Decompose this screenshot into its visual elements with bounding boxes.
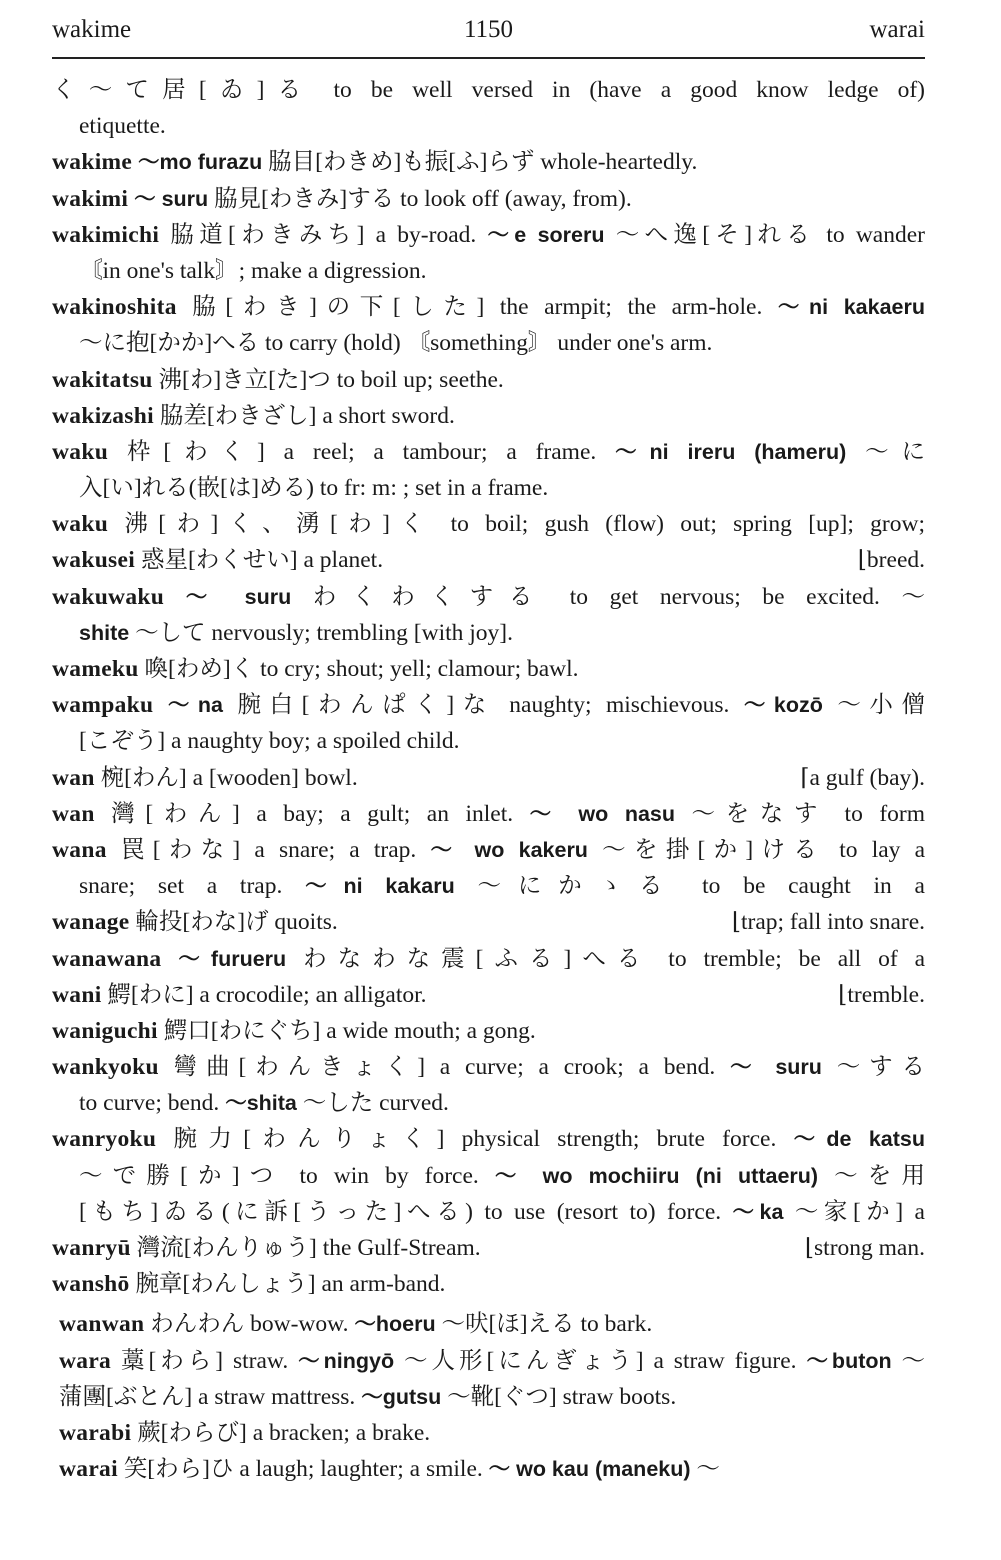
entry-text: 罠[わな] a snare; a trap. — [106, 836, 431, 863]
entry-text: 椀[わん] a [wooden] bowl. — [94, 764, 358, 791]
entry-text: 輪投[わな]げ quoits. — [129, 909, 338, 936]
entry-text: 脇[わき]の下[した] the armpit; the arm-hole. — [176, 294, 778, 321]
entry-text: 〜で勝[か]つ to win by force. — [79, 1162, 495, 1189]
entry-text: 腕力[わんりょく] physical strength; brute force. — [156, 1126, 794, 1153]
entry-text: 彎曲[わんきょく] a curve; a crook; a bend. — [158, 1054, 731, 1081]
entry-line — [52, 470, 925, 506]
entry-text: [もち]ゐる(に訴[うった]へる) to use (resort to) force. — [79, 1198, 733, 1225]
headword: wanawana — [52, 945, 162, 972]
entry-text — [161, 946, 178, 972]
entry-text: 蕨[わらび] a bracken; a brake. — [131, 1419, 431, 1446]
headword: wan — [52, 764, 95, 791]
headword: wakuwaku — [52, 583, 165, 610]
entry-text: 〜にかゝる to be caught in a — [454, 873, 925, 900]
entry-line — [52, 1049, 925, 1085]
example-romaji: shite — [79, 620, 130, 645]
entry-text: etiquette. — [79, 113, 166, 140]
entry-line — [52, 832, 925, 868]
entry-text: 〜家[か] a — [783, 1198, 925, 1225]
entry-line — [52, 687, 925, 723]
example-romaji: 〜na — [167, 693, 223, 718]
example-romaji: 〜ni kakaru — [305, 874, 455, 899]
example-romaji: 〜de katsu — [793, 1127, 925, 1152]
entry-line — [52, 72, 925, 108]
entry-line — [52, 434, 925, 470]
entry-text: 脇道[わきみち] a by-road. — [159, 221, 488, 248]
header-first-entry: wakime — [52, 16, 132, 43]
entry-text: 〘in one's talk〙; make a digression. — [79, 257, 427, 284]
headword: wanwan — [59, 1311, 145, 1338]
headword: wakimi — [52, 185, 129, 212]
headword: wakime — [52, 149, 133, 176]
entry-text: 脇見[わきみ]する to look off (away, from). — [208, 185, 632, 212]
entry-text: 〜を用 — [818, 1162, 925, 1189]
carryover-fragment: ⌈a gulf (bay). — [800, 764, 925, 791]
entry-line — [52, 362, 925, 398]
example-romaji: 〜 wo mochiiru (ni uttaeru) — [494, 1163, 819, 1188]
headword: wara — [59, 1347, 112, 1374]
headword: warai — [59, 1456, 118, 1483]
entry-line — [52, 904, 925, 940]
entry-line — [52, 1158, 925, 1194]
example-romaji: 〜furueru — [178, 946, 287, 971]
entry-text: 〜靴[ぐつ] straw boots. — [441, 1383, 677, 1410]
carryover-fragment: ⌊tremble. — [838, 981, 925, 1008]
entry-text — [153, 692, 167, 718]
entry-line — [52, 579, 925, 615]
headword: wakusei — [52, 547, 136, 574]
entry-line — [52, 253, 925, 289]
entry-text: 〜吠[ほ]える to bark. — [435, 1311, 653, 1338]
entry-line — [52, 868, 925, 904]
example-romaji: 〜shita — [225, 1091, 297, 1116]
entry-text: 〜人形[にんぎょう] a straw figure. — [394, 1347, 807, 1374]
entry-text: 笑[わら]ひ a laugh; laughter; a smile. — [117, 1456, 489, 1483]
headword: wani — [52, 981, 102, 1008]
headword: warabi — [59, 1419, 132, 1446]
headword: waku — [52, 511, 109, 538]
entry-text: 脇差[わきざし] a short sword. — [153, 402, 455, 429]
entry-text: 〜小僧 — [822, 692, 925, 719]
entry-text: to curve; bend. — [79, 1090, 226, 1117]
headword: wankyoku — [52, 1054, 159, 1081]
headword: wanryū — [52, 1235, 131, 1261]
headword: wanryoku — [52, 1126, 157, 1153]
entry-line — [52, 615, 925, 651]
entry-line — [52, 1194, 925, 1230]
example-romaji: 〜 suru — [134, 186, 209, 211]
entry-text: 〜 — [690, 1456, 720, 1483]
headword: wan — [52, 800, 95, 827]
header-rule — [52, 57, 925, 59]
entry-line — [52, 217, 925, 253]
example-romaji: 〜mo furazu — [138, 150, 263, 175]
headword: wameku — [52, 656, 139, 682]
entry-line — [52, 1343, 925, 1379]
running-header — [52, 14, 925, 46]
header-last-entry: warai — [869, 16, 925, 43]
example-romaji: 〜gutsu — [361, 1384, 442, 1409]
entry-text: 〜 — [891, 1347, 925, 1374]
entry-text: 鰐口[わにぐち] a wide mouth; a gong. — [157, 1017, 536, 1044]
entry-text: わくわくする to get nervous; be excited. 〜 — [291, 583, 925, 610]
headword: wanage — [52, 909, 130, 936]
headword: wana — [52, 836, 107, 863]
entry-line — [52, 289, 925, 325]
headword: wakinoshita — [52, 294, 177, 321]
entry-text: 〜へ逸[そ]れる to wander — [604, 221, 925, 248]
entry-text: snare; set a trap. — [79, 873, 306, 900]
entry-line — [52, 1013, 925, 1049]
carryover-fragment: ⌊strong man. — [804, 1235, 925, 1261]
entry-text: [こぞう] a naughty boy; a spoiled child. — [79, 728, 460, 755]
entry-line — [52, 760, 925, 796]
dictionary-entries — [52, 72, 925, 1487]
example-romaji: 〜 suru — [730, 1055, 822, 1080]
entry-text: 沸[わ]く、湧[わ]く to boil; gush (flow) out; spring [up]; grow; — [108, 511, 925, 538]
example-romaji: 〜 wo kau (maneku) — [488, 1457, 691, 1482]
entry-text: わんわん bow-wow. — [144, 1311, 355, 1338]
headword: wakitatsu — [52, 366, 153, 393]
entry-text: 鰐[わに] a crocodile; an alligator. — [101, 981, 427, 1008]
carryover-fragment: ⌊breed. — [857, 547, 925, 574]
example-romaji: 〜buton — [806, 1348, 892, 1373]
example-romaji: 〜ningyō — [298, 1348, 395, 1373]
entry-line — [52, 977, 925, 1013]
example-romaji: 〜ka — [732, 1199, 784, 1224]
example-romaji: 〜 wo kakeru — [430, 837, 588, 862]
entry-line — [52, 325, 925, 361]
entry-line — [52, 1266, 925, 1302]
example-romaji: 〜 wo nasu — [529, 801, 676, 826]
entry-line — [52, 181, 925, 217]
example-romaji: 〜kozō — [743, 693, 823, 718]
entry-text: わなわな震[ふる]へる to tremble; be all of a — [286, 945, 925, 972]
carryover-fragment: ⌊trap; fall into snare. — [731, 909, 925, 936]
entry-text: 藁[わら] straw. — [111, 1347, 299, 1374]
headword: waniguchi — [52, 1017, 158, 1044]
entry-text: 喚[わめ]く to cry; shout; yell; clamour; bawl. — [138, 656, 579, 682]
entry-line — [52, 506, 925, 542]
entry-text: 灣流[わんりゅう] the Gulf-Stream. — [130, 1235, 481, 1261]
entry-line — [52, 398, 925, 434]
example-romaji: 〜 suru — [185, 584, 292, 609]
entry-text: 灣[わん] a bay; a gult; an inlet. — [94, 800, 530, 827]
headword: wanshō — [52, 1271, 130, 1298]
entry-text: 〜に — [846, 438, 925, 465]
example-romaji: 〜ni ireru (hameru) — [615, 439, 847, 464]
entry-line — [52, 1451, 925, 1487]
entry-text: 〜を掛[か]ける to lay a — [587, 836, 925, 863]
headword: waku — [52, 438, 109, 465]
entry-text: 〜に抱[かか]へる to carry (hold) 〘something〙 under one's arm. — [79, 330, 713, 357]
entry-text: 腕白[わんぱく]な naughty; mischievous. — [223, 692, 744, 719]
example-romaji: 〜hoeru — [354, 1312, 436, 1337]
entry-text — [164, 584, 186, 610]
entry-line — [52, 1415, 925, 1451]
entry-line — [52, 1121, 925, 1157]
entry-line — [52, 144, 925, 180]
page-number: 1150 — [463, 16, 514, 43]
headword: wampaku — [52, 692, 154, 719]
entry-text: 脇目[わきめ]も振[ふ]らず whole-heartedly. — [262, 149, 698, 176]
entry-line — [52, 1085, 925, 1121]
entry-text: 惑星[わくせい] a planet. — [135, 547, 384, 574]
entry-text: 入[い]れる(嵌[は]める) to fr: m: ; set in a frame. — [79, 475, 549, 502]
entry-text: 〜する — [821, 1054, 925, 1081]
entry-text: 〜をなす to form — [675, 800, 925, 827]
entry-text: 枠[わく] a reel; a tambour; a frame. — [108, 438, 616, 465]
entry-line — [52, 796, 925, 832]
headword: wakizashi — [52, 402, 154, 429]
entry-text: 沸[わ]き立[た]つ to boil up; seethe. — [152, 366, 504, 393]
entry-line — [52, 651, 925, 687]
entry-line — [52, 723, 925, 759]
entry-line — [52, 1306, 925, 1342]
entry-text: 〜して nervously; trembling [with joy]. — [129, 619, 513, 646]
entry-line — [52, 542, 925, 578]
entry-text: 腕章[わんしょう] an arm-band. — [129, 1271, 446, 1298]
example-romaji: 〜ni kakaeru — [777, 295, 925, 320]
headword: wakimichi — [52, 221, 160, 248]
entry-text: 蒲團[ぶとん] a straw mattress. — [59, 1383, 362, 1410]
entry-line — [52, 941, 925, 977]
entry-text: く〜て居[ゐ]る to be well versed in (have a good know ledge of) — [52, 77, 925, 103]
entry-text: 〜した curved. — [296, 1090, 449, 1117]
entry-line — [52, 1230, 925, 1266]
entry-line — [52, 1379, 925, 1415]
example-romaji: 〜e soreru — [487, 222, 605, 247]
entry-line — [52, 108, 925, 144]
